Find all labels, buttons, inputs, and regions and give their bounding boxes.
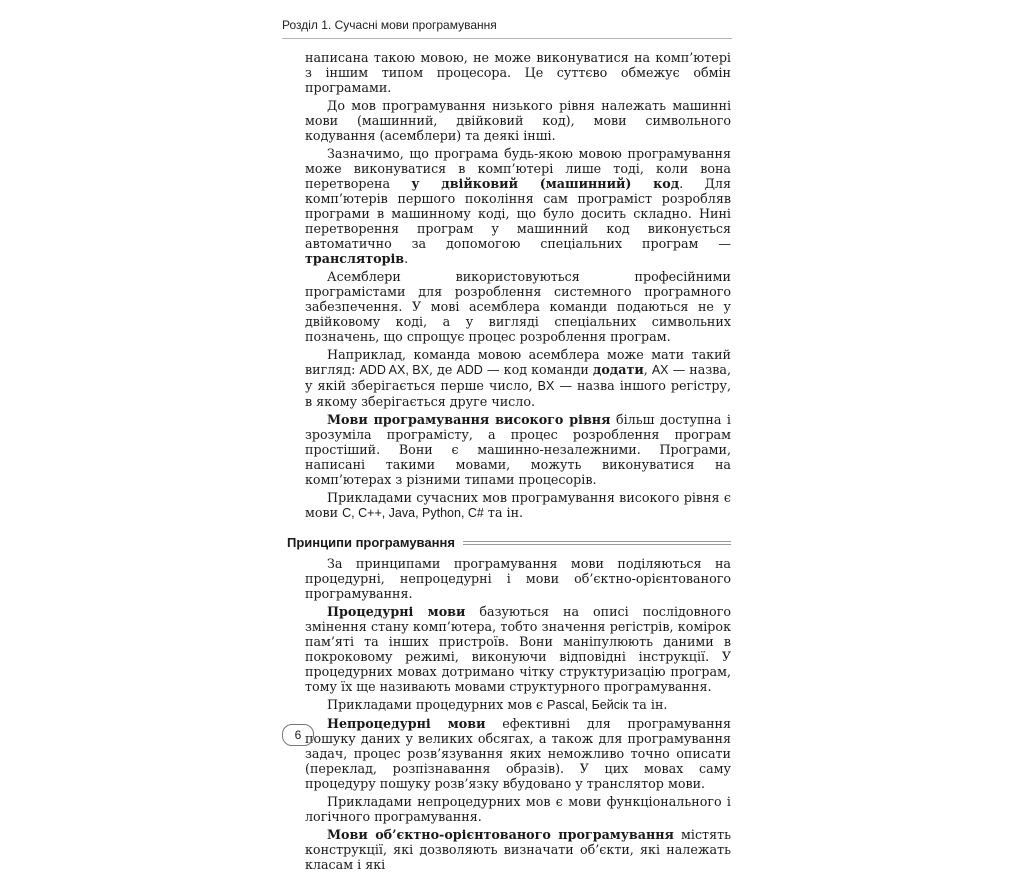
- code-add-ax-bx: ADD AX, BX: [359, 363, 429, 377]
- paragraph-oop-languages: Мови об’єктно-орієнтованого програмування містять конструкції, які дозволяють визначати об’єкти, які належать класам і які: [305, 827, 731, 872]
- term-translators: трансляторів: [305, 251, 405, 266]
- language-list: C, C++, Java, Python, C#: [342, 506, 484, 520]
- paragraph-high-level-examples: Прикладами сучасних мов програмування високого рівня є мови C, C++, Java, Python, C# та ін.: [305, 490, 731, 520]
- page-number: 6: [294, 728, 302, 742]
- paragraph-machine-code: Зазначимо, що програма будь-якою мовою програмування може виконуватися в комп’ютері лише тоді, коли вона перетворена у двійковий (машинний) код. Для комп’ютерів першого покоління сам програміст розробляв програми в машинному коді, що було досить складно. Нині перетворення програм у машинний код виконується автоматично за допомогою спеціальних програм — трансляторів.: [305, 146, 731, 266]
- paragraph-continuation: написана такою мовою, не може виконуватися на комп’ютері з іншим типом процесора. Це суттєво обмежує обмін програмами.: [305, 50, 731, 95]
- paragraph-low-level-languages: До мов програмування низького рівня належать машинні мови (машинний, двійковий код), мови символьного кодування (асемблери) та деякі інші.: [305, 98, 731, 143]
- section-title: Принципи програмування: [287, 535, 455, 550]
- procedural-language-list: Pascal, Бейсік: [547, 698, 629, 712]
- chapter-title: Розділ 1. Сучасні мови програмування: [282, 18, 497, 32]
- page-number-badge: [282, 724, 314, 746]
- paragraph-assemblers: Асемблери використовуються професійними програмістами для розроблення системного програмного забезпечення. У мові асемблера команди подаються не у двійковому коді, а у вигляді спеціальних символьних позначень, що спрощує процес розроблення програм.: [305, 269, 731, 344]
- code-bx: BX: [537, 379, 555, 393]
- code-ax: AX: [651, 363, 669, 377]
- term-add: додати: [592, 362, 644, 377]
- paragraph-principles: За принципами програмування мови поділяються на процедурні, непроцедурні і мови об’єктно-орієнтованого програмування.: [305, 556, 731, 601]
- heading-rule: [463, 541, 731, 545]
- term-oop-languages: Мови об’єктно-орієнтованого програмування: [327, 827, 674, 842]
- term-binary-code: у двійковий (машинний) код: [411, 176, 680, 191]
- code-add: ADD: [456, 363, 483, 377]
- term-high-level-languages: Мови програмування високого рівня: [327, 412, 611, 427]
- term-nonprocedural-languages: Непроцедурні мови: [327, 716, 486, 731]
- page-body: [287, 50, 732, 875]
- section-heading: [287, 535, 731, 550]
- paragraph-nonprocedural-languages: Непроцедурні мови ефективні для програмування пошуку даних у великих обсягах, а також для програмування задач, процес розв’язування яких неможливо точно описати (переклад, розпізнавання образів). У цих мовах саму процедуру пошуку розв’язку вбудовано у транслятор мови.: [305, 716, 731, 791]
- term-procedural-languages: Процедурні мови: [327, 604, 466, 619]
- paragraph-high-level-languages: Мови програмування високого рівня більш доступна і зрозуміла програмісту, а процес розроблення програм простіший. Вони є машинно-незалежними. Програми, написані такими мовами, можуть виконуватися на комп’ютерах з різними типами процесорів.: [305, 412, 731, 487]
- paragraph-nonprocedural-examples: Прикладами непроцедурних мов є мови функціонального і логічного програмування.: [305, 794, 731, 824]
- running-header: [282, 18, 732, 39]
- paragraph-procedural-examples: Прикладами процедурних мов є Pascal, Бейсік та ін.: [327, 697, 668, 712]
- paragraph-procedural-languages: Процедурні мови базуються на описі послідовного змінення стану комп’ютера, тобто значення регістрів, комірок пам’яті та інших пристроїв. Вони маніпулюють даними в покроковому режимі, виконуючи відповідні інструкції. У процедурних мовах дотримано чітку структуризацію програм, тому їх ще називають мовами структурного програмування.: [305, 604, 731, 694]
- paragraph-assembler-example: Наприклад, команда мовою асемблера може мати такий вигляд: ADD AX, BX, де ADD — код команди додати, AX — назва, у якій зберігається перше число, BX — назва іншого регістру, в якому зберігається друге число.: [305, 347, 732, 409]
